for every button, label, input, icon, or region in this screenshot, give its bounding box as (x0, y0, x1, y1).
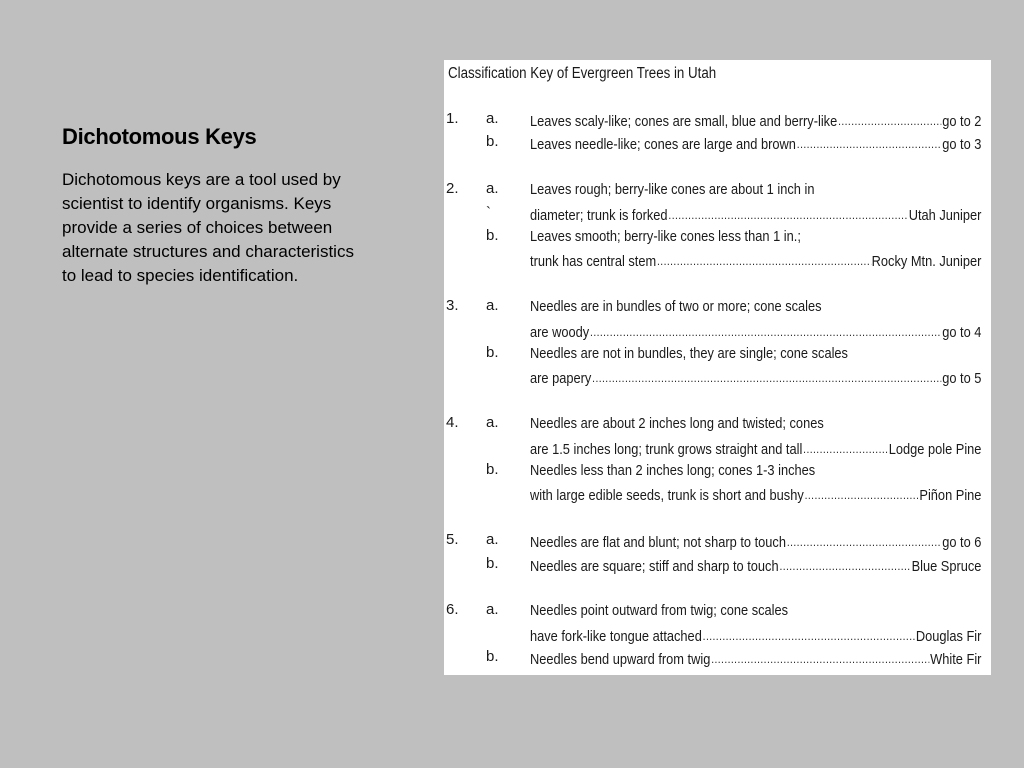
choice-text: have fork-like tongue attached (530, 627, 702, 645)
choice-text: Needles are not in bundles, they are single; cone scales (530, 345, 848, 362)
choice-result: Rocky Mtn. Juniper (871, 253, 982, 271)
couplet-number: 2. (446, 180, 459, 198)
choice-letter: b. (486, 554, 499, 572)
choice-text: trunk has central stem (530, 253, 657, 271)
choice-result: go to 4 (942, 323, 982, 341)
choice-letter: a. (486, 180, 499, 198)
choice-line (530, 322, 981, 341)
choice-line (530, 485, 981, 504)
choice-text: Needles are about 2 inches long and twisted; cones (530, 415, 824, 433)
choice-line (530, 649, 981, 668)
choice-text: Needles are flat and blunt; not sharp to touch (530, 534, 786, 552)
choice-letter: a. (486, 414, 499, 432)
couplet-number: 4. (446, 414, 459, 432)
leader-dots (787, 532, 942, 547)
choice-line (530, 345, 848, 362)
choice-letter: b. (486, 133, 499, 151)
choice-result: Blue Spruce (911, 557, 982, 575)
choice-letter: b. (486, 648, 499, 666)
choice-letter: a. (486, 531, 499, 549)
choice-text: diameter; trunk is forked (530, 206, 668, 224)
stray-mark: ` (486, 203, 491, 221)
choice-line (530, 532, 981, 551)
choice-line (530, 368, 981, 387)
choice-line (530, 205, 981, 224)
choice-line (530, 251, 981, 270)
choice-line (530, 626, 981, 645)
choice-line (530, 602, 788, 619)
choice-line (530, 181, 814, 198)
choice-letter: a. (486, 297, 499, 315)
choice-text: Needles bend upward from twig (530, 651, 711, 669)
leader-dots (668, 205, 907, 220)
leader-dots (590, 322, 941, 337)
leader-dots (592, 368, 941, 383)
choice-line (530, 556, 981, 575)
choice-line (530, 134, 981, 153)
choice-text: Needles point outward from twig; cone scales (530, 602, 789, 620)
choice-result: White Fir (930, 651, 982, 669)
leader-dots (797, 134, 942, 149)
choice-letter: a. (486, 110, 499, 127)
choice-text: Needles are square; stiff and sharp to touch (530, 557, 779, 575)
choice-result: Douglas Fir (915, 627, 982, 645)
choice-text: are 1.5 inches long; trunk grows straight and tall (530, 440, 803, 458)
choice-line (530, 439, 981, 458)
choice-result: Lodge pole Pine (888, 440, 982, 458)
leader-dots (805, 485, 919, 500)
choice-text: Needles are in bundles of two or more; cone scales (530, 298, 822, 316)
choice-text: Leaves scaly-like; cones are small, blue and berry-like (530, 113, 838, 130)
leader-dots (703, 626, 915, 641)
couplet-number: 3. (446, 297, 459, 315)
leader-dots (657, 251, 871, 266)
choice-text: Needles less than 2 inches long; cones 1-3 inches (530, 462, 816, 479)
couplet-number: 1. (446, 110, 459, 127)
choice-line (530, 228, 801, 245)
choice-letter: b. (486, 461, 499, 478)
slide-title: Dichotomous Keys (62, 124, 257, 149)
key-title: Classification Key of Evergreen Trees in Utah (448, 65, 717, 82)
leader-dots (779, 556, 910, 571)
couplet-number: 5. (446, 531, 459, 549)
choice-text: Leaves rough; berry-like cones are about 1 inch in (530, 181, 815, 199)
choice-result: Utah Juniper (908, 206, 982, 224)
choice-line (530, 298, 822, 315)
couplet-number: 6. (446, 601, 459, 619)
choice-result: go to 5 (942, 370, 982, 388)
choice-text: Leaves needle-like; cones are large and brown (530, 136, 796, 154)
choice-text: with large edible seeds, trunk is short and bushy (530, 487, 804, 505)
classification-key-image (444, 60, 991, 675)
choice-letter: b. (486, 227, 499, 244)
choice-result: Piñon Pine (919, 487, 982, 505)
choice-line (530, 462, 815, 479)
choice-result: go to 3 (942, 136, 982, 154)
leader-dots (803, 439, 888, 454)
choice-result: go to 6 (942, 534, 982, 552)
choice-result: go to 2 (942, 113, 982, 130)
choice-text: Leaves smooth; berry-like cones less than 1 in.; (530, 228, 801, 245)
slide-body-text: Dichotomous keys are a tool used by scientist to identify organisms. Keys provide a series of choices between alternate structures and characteristics to lead to species identification. (62, 170, 354, 285)
choice-text: are papery (530, 370, 592, 388)
choice-line (530, 415, 824, 432)
choice-letter: a. (486, 601, 499, 619)
leader-dots (838, 111, 941, 126)
choice-letter: b. (486, 344, 499, 361)
choice-text: are woody (530, 323, 590, 341)
leader-dots (711, 649, 929, 664)
choice-line (530, 111, 981, 130)
